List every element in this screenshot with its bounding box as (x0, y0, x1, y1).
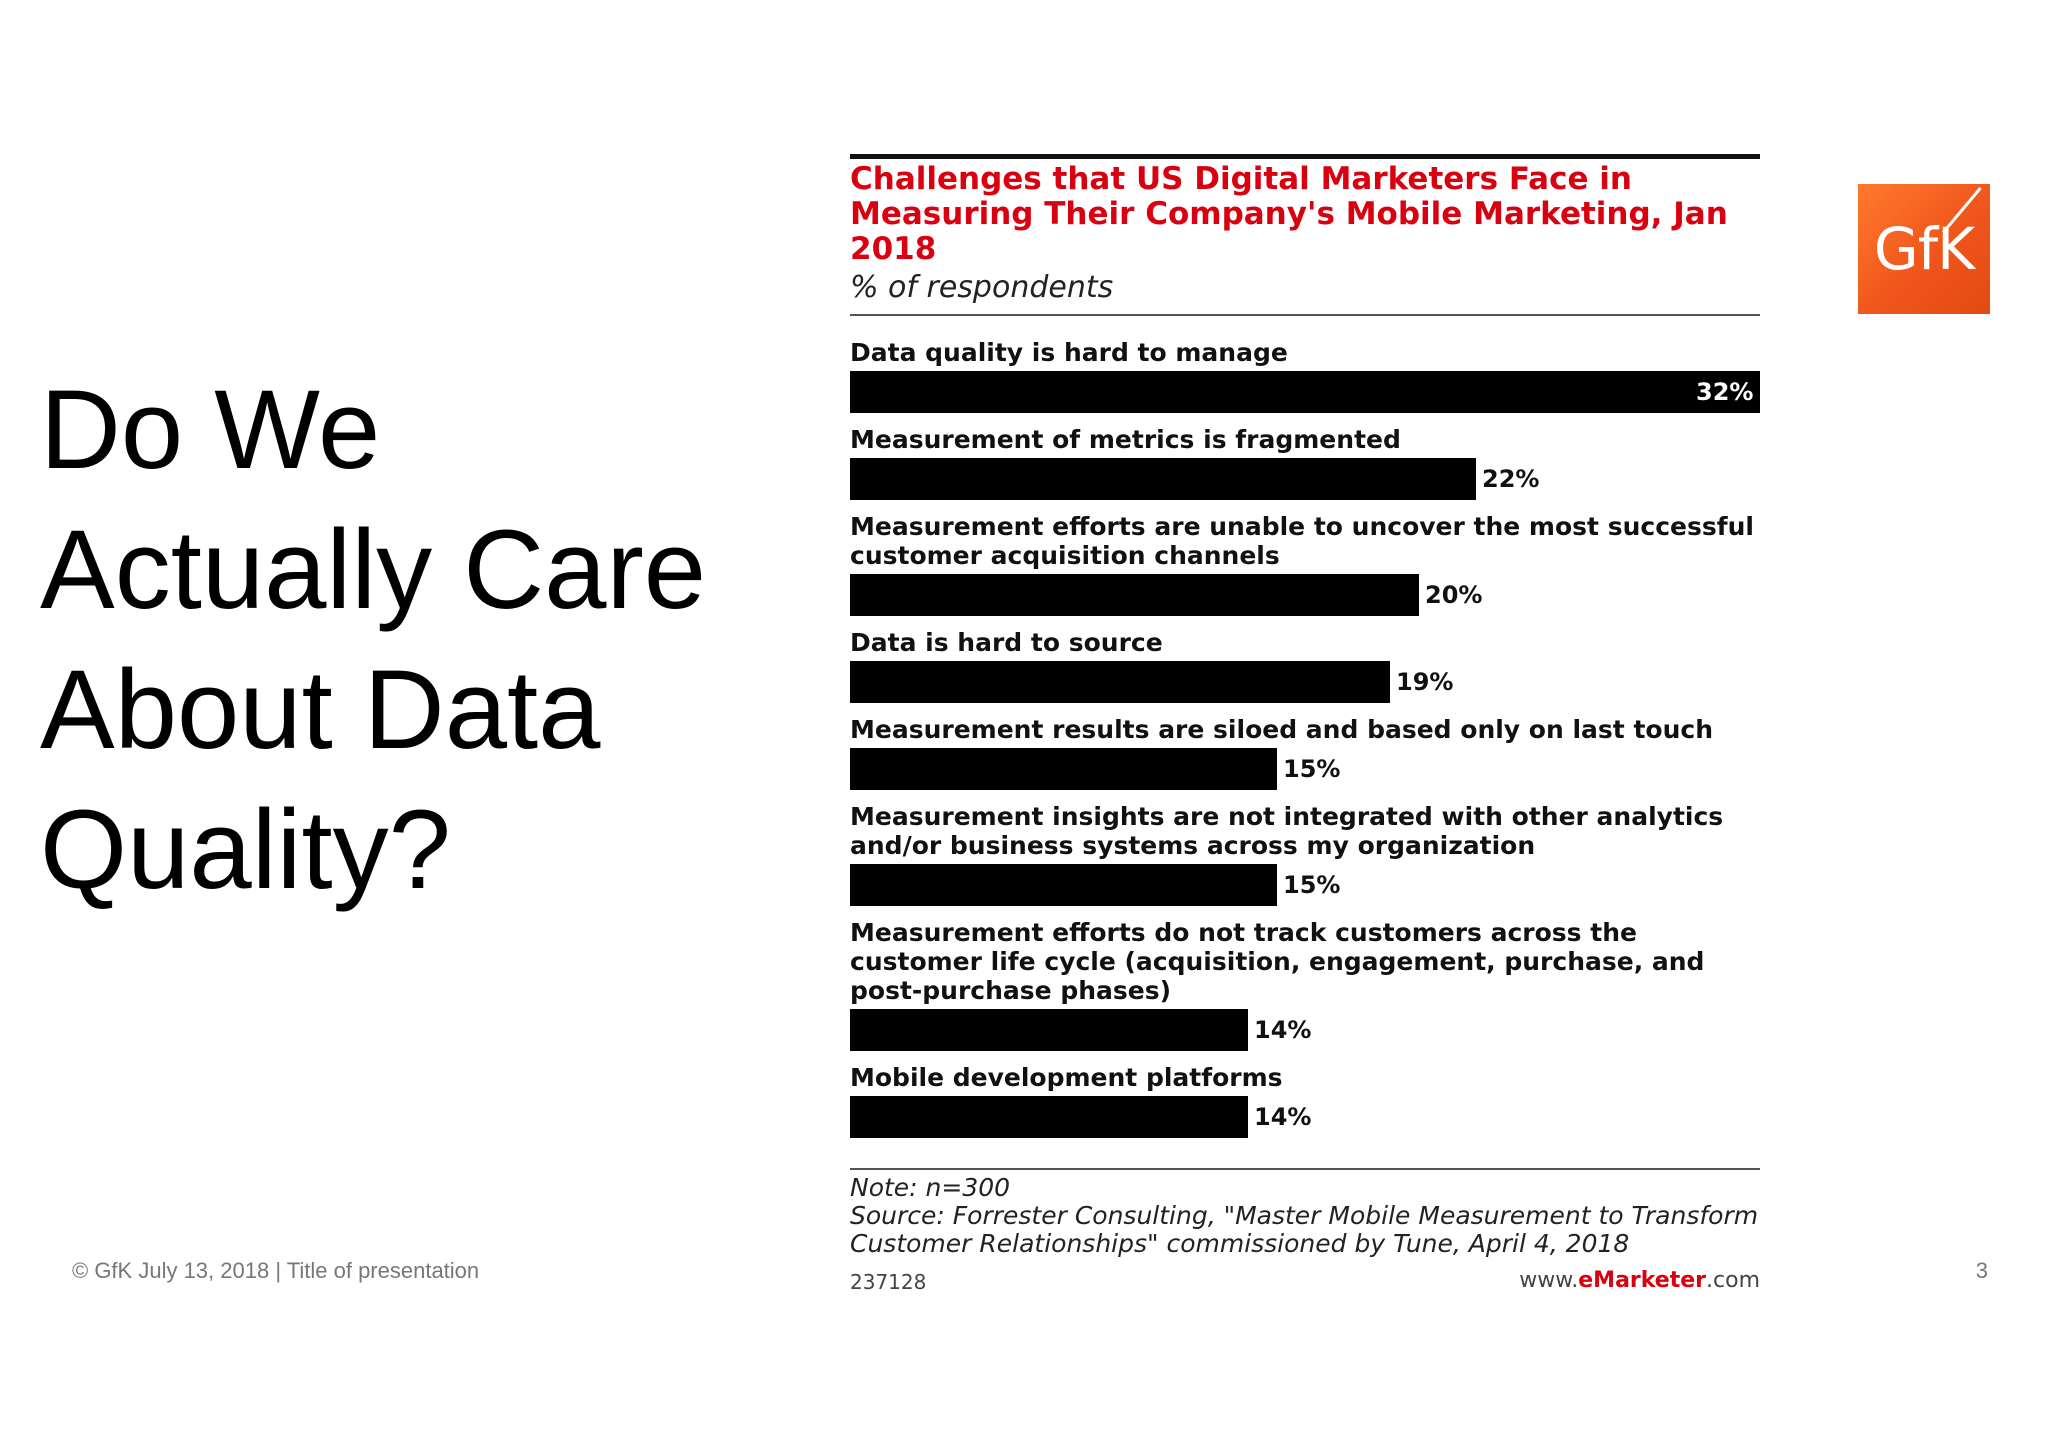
bar-value-label: 15% (1283, 871, 1341, 899)
chart-title: Challenges that US Digital Marketers Face in Measuring Their Company's Mobile Marketing, Jan 2018 (850, 161, 1728, 267)
chart-footer-rule (850, 1168, 1760, 1170)
gfk-logo (1858, 184, 1990, 314)
bar-category-label (850, 802, 1723, 860)
brand-suffix: .com (1706, 1268, 1760, 1293)
bar-category-label-line: Data quality is hard to manage (850, 338, 1288, 367)
chart-source-line: Source: Forrester Consulting, "Master Mobile Measurement to Transform (850, 1201, 1759, 1230)
bar (850, 661, 1390, 703)
brand-accent: eMarketer (1578, 1268, 1707, 1293)
bar (850, 371, 1760, 413)
bar-category-label (850, 512, 1754, 570)
bar-value-label: 14% (1254, 1103, 1312, 1131)
bar-category-label-line: and/or business systems across my organization (850, 831, 1536, 860)
bar-category-label-line: Mobile development platforms (850, 1063, 1283, 1092)
slide-title: Do We Actually Care About Data Quality? (40, 367, 707, 912)
chart-subtitle: % of respondents (850, 270, 1114, 305)
bar-category-label-line: customer acquisition channels (850, 541, 1280, 570)
bar (850, 864, 1277, 906)
emarketer-brand (1519, 1268, 1760, 1293)
bar-category-label-line: Measurement efforts do not track customers across the (850, 918, 1637, 947)
bar-category-label-line: post-purchase phases) (850, 976, 1172, 1005)
brand-prefix: www. (1519, 1268, 1579, 1293)
chart-id: 237128 (850, 1270, 927, 1294)
bar (850, 574, 1419, 616)
logo-text: GfK (1873, 215, 1975, 283)
bar-category-label (850, 715, 1713, 744)
bar-category-label-line: Measurement insights are not integrated with other analytics (850, 802, 1724, 831)
bar (850, 1096, 1248, 1138)
bar-category-label (850, 338, 1288, 367)
page-number: 3 (1975, 1258, 1988, 1283)
bar-category-label (850, 1063, 1283, 1092)
chart-top-rule (850, 154, 1760, 159)
bar-category-label-line: Measurement results are siloed and based only on last touch (850, 715, 1714, 744)
bar (850, 1009, 1248, 1051)
chart-header-rule (850, 314, 1760, 316)
bar-category-label-line: Measurement efforts are unable to uncover the most successful (850, 512, 1754, 541)
bar-value-label: 14% (1254, 1016, 1312, 1044)
bar-value-label: 32% (1696, 378, 1754, 406)
bar-category-label-line: customer life cycle (acquisition, engagement, purchase, and (850, 947, 1705, 976)
chart-source (850, 1202, 1760, 1258)
bar-category-label-line: Data is hard to source (850, 628, 1163, 657)
bar-value-label: 15% (1283, 755, 1341, 783)
chart-note: Note: n=300 (850, 1173, 1011, 1202)
slide-footer: © GfK July 13, 2018 | Title of presentation (72, 1258, 480, 1283)
bar (850, 748, 1277, 790)
bar (850, 458, 1476, 500)
bar-category-label (850, 628, 1163, 657)
bar-category-label (850, 918, 1704, 1005)
bar-category-label (850, 425, 1401, 454)
bar-value-label: 22% (1482, 465, 1540, 493)
bar-category-label-line: Measurement of metrics is fragmented (850, 425, 1401, 454)
bar-value-label: 19% (1396, 668, 1454, 696)
bar-value-label: 20% (1425, 581, 1483, 609)
bar-chart (850, 150, 1760, 1300)
chart-source-line: Customer Relationships" commissioned by Tune, April 4, 2018 (850, 1229, 1630, 1258)
